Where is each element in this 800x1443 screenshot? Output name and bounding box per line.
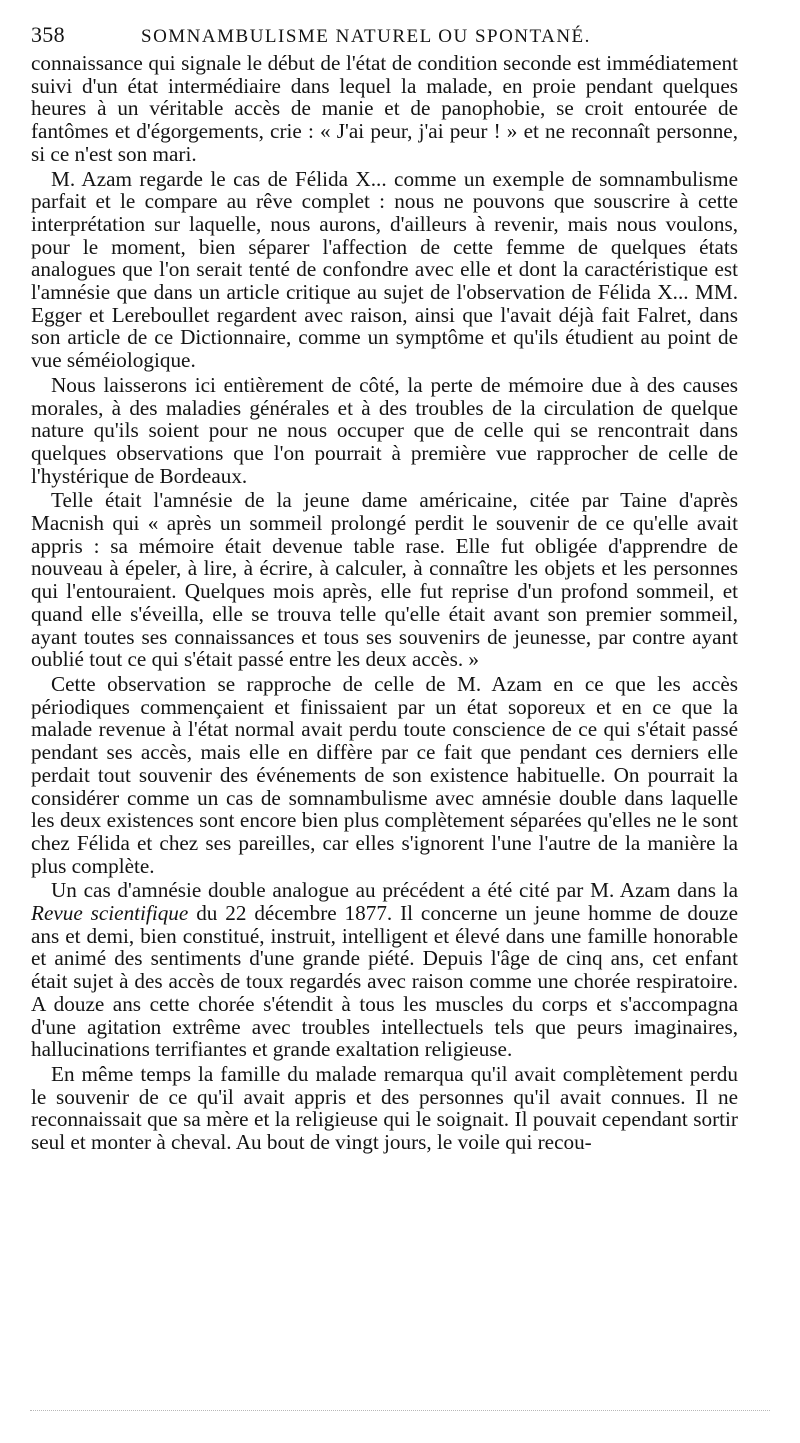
paragraph-text-after: du 22 décembre 1877. Il concerne un jeune homme de douze ans et demi, bien constitué, instruit, intelligent et élevé dans une famille honorable et animé des sentiments d'une grande piété. Depuis l'âge de cinq ans, cet enfant était sujet à des accès de toux regardés avec raison comme une chorée respiratoire. A douze ans cette chorée s'étendit à tous les muscles du corps et s'accompagna d'une agitation extrême avec troubles intellectuels tels que peurs imaginaires, hallucinations terrifiantes et grande exaltation religieuse.: [31, 901, 738, 1062]
paragraph: [31, 879, 738, 1061]
paragraph: Cette observation se rapproche de celle de M. Azam en ce que les accès périodiques commençaient et finissaient par un état soporeux et en ce que la malade revenue à l'état normal avait perdu toute conscience de ce qui s'était passé pendant ses accès, mais elle en diffère par ce fait que pendant ces derniers elle perdait tout souvenir des événements de son existence habituelle. On pourrait la considérer comme un cas de somnambulisme avec amnésie double dans laquelle les deux existences sont encore bien plus complètement séparées qu'elles ne le sont chez Félida et chez ses pareilles, car elles s'ignorent l'une l'autre de la manière la plus complète.: [31, 671, 738, 878]
paragraph: Nous laisserons ici entièrement de côté, la perte de mémoire due à des causes morales, à des maladies générales et à des troubles de la circulation de quelque nature qu'ils soient pour ne nous occuper que de celle qui se rencontrait dans quelques observations que l'on pourrait à première vue rapprocher de celle de l'hystérique de Bordeaux.: [31, 372, 738, 488]
paragraph-continued: connaissance qui signale le début de l'état de condition seconde est immédiatement suivi d'un état intermédiaire dans lequel la malade, en proie pendant quelques heures à un véritable accès de manie et de panophobie, se croit entourée de fantômes et d'égorgements, crie : « J'ai peur, j'ai peur ! » et ne reconnaît personne, si ce n'est son mari.: [31, 51, 738, 166]
paragraph: En même temps la famille du malade remarqua qu'il avait complètement perdu le souvenir de ce qu'il avait appris et des personnes qu'il avait connues. Il ne reconnaissait que sa mère et la religieuse qui le soignait. Il pouvait cependant sortir seul et monter à cheval. Au bout de vingt jours, le voile qui recou-: [31, 1061, 738, 1155]
page-number: 358: [31, 22, 65, 47]
paragraph: Telle était l'amnésie de la jeune dame américaine, citée par Taine d'après Macnish qui « après un sommeil prolongé perdit le souvenir de ce qu'elle avait appris : sa mémoire était devenue table rase. Elle fut obligée d'apprendre de nouveau à épeler, à lire, à écrire, à calculer, à connaître les objets et les personnes qui l'entouraient. Quelques mois après, elle fut reprise d'un profond sommeil, et quand elle s'éveilla, elle se trouva telle qu'elle était avant son premier sommeil, ayant toutes ses connaissances et tous ses souvenirs de jeunesse, par contre ayant oublié tout ce qui s'était passé entre les deux accès. »: [31, 488, 738, 672]
body-text: [31, 52, 738, 1154]
paragraph-text-before: Un cas d'amnésie double analogue au précédent a été cité par M. Azam dans la: [51, 878, 738, 903]
running-title: SOMNAMBULISME NATUREL OU SPONTANÉ.: [141, 26, 591, 47]
journal-title: Revue scientifique: [31, 901, 189, 926]
paragraph: M. Azam regarde le cas de Félida X... comme un exemple de somnambulisme parfait et le compare au rêve complet : nous ne pouvons que souscrire à cette interprétation sur laquelle, nous aurons, d'ailleurs à revenir, mais nous voulons, pour le moment, bien séparer l'affection de cette femme de quelques états analogues que l'on serait tenté de confondre avec elle et dont la caractéristique est l'amnésie que dans un article critique au sujet de l'observation de Félida X... MM. Egger et Lereboullet regardent avec raison, ainsi que l'avait déjà fait Falret, dans son article de ce Dictionnaire, comme un symptôme et qu'ils étudient au point de vue séméiologique.: [31, 166, 738, 373]
footer-dotted-rule: [30, 1410, 770, 1411]
running-head: [31, 22, 738, 52]
document-page: [31, 22, 738, 1154]
